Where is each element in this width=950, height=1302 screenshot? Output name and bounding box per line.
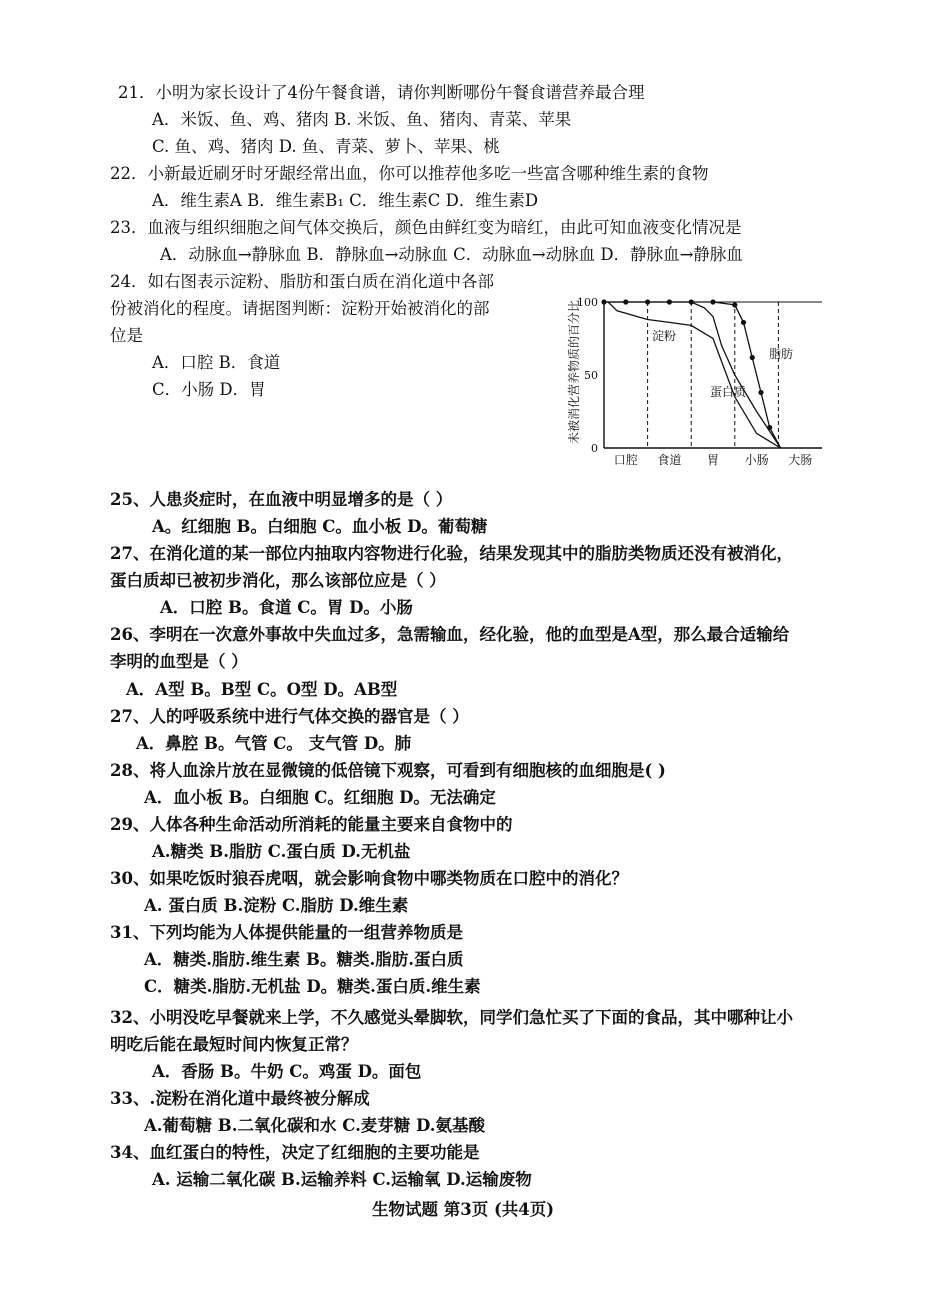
text-line: A．鼻腔 B。气管 C。 支气管 D。肺 [136, 734, 412, 753]
x-tick-label: 胃 [706, 453, 720, 467]
series-line-protein [604, 302, 781, 448]
text-line: A.糖类 B.脂肪 C.蛋白质 D.无机盐 [152, 842, 411, 861]
text-line: A．动脉血→静脉血 B．静脉血→动脉血 C．动脉血→动脉血 D．静脉血→静脉血 [160, 245, 743, 264]
fat-data-point [689, 299, 694, 304]
fat-data-point [758, 390, 763, 395]
text-line: 31、下列均能为人体提供能量的一组营养物质是 [110, 923, 463, 942]
x-tick-label: 大肠 [788, 453, 813, 467]
text-line: 位是 [110, 326, 143, 345]
text-line: A. 运输二氧化碳 B.运输养料 C.运输氧 D.运输废物 [152, 1170, 532, 1189]
series-label-protein: 蛋白质 [710, 385, 747, 399]
x-tick-label: 口腔 [613, 453, 638, 467]
x-tick-label: 食道 [657, 453, 682, 467]
text-line: A．香肠 B。牛奶 C。鸡蛋 D。面包 [152, 1062, 422, 1081]
series-label-starch: 淀粉 [652, 329, 677, 343]
text-line: 份被消化的程度。请据图判断：淀粉开始被消化的部 [110, 299, 490, 318]
text-line: 22．小新最近刷牙时牙龈经常出血，你可以推荐他多吃一些富含哪种维生素的食物 [110, 164, 709, 183]
text-line: 34、血红蛋白的特性，决定了红细胞的主要功能是 [110, 1143, 480, 1162]
text-line: 明吃后能在最短时间内恢复正常？ [110, 1035, 358, 1054]
text-line: A。红细胞 B。白细胞 C。血小板 D。葡萄糖 [152, 517, 488, 536]
text-line: A．糖类.脂肪.维生素 B。糖类.脂肪.蛋白质 [144, 950, 464, 969]
text-line: 23．血液与组织细胞之间气体交换后，颜色由鲜红变为暗红，由此可知血液变化情况是 [110, 218, 742, 237]
text-line: 蛋白质却已被初步消化，那么该部位应是（ ） [110, 571, 446, 590]
y-tick-label: 100 [577, 296, 598, 309]
fat-data-point [732, 302, 737, 307]
text-line: 21．小明为家长设计了4份午餐食谱，请你判断哪份午餐食谱营养最合理 [118, 83, 645, 102]
text-line: A．血小板 B。白细胞 C。红细胞 D。无法确定 [144, 788, 496, 807]
fat-data-point [623, 299, 628, 304]
x-tick-label: 小肠 [744, 453, 769, 467]
text-line: 生物试题 第3页 (共4页) [372, 1200, 555, 1219]
text-line: A．口腔 B。食道 C。胃 D。小肠 [160, 598, 413, 617]
text-line: 25、人患炎症时，在血液中明显增多的是（ ） [110, 490, 453, 509]
fat-data-point [645, 299, 650, 304]
fat-data-point [741, 320, 746, 325]
fat-data-point [750, 355, 755, 360]
y-tick-label: 0 [591, 442, 598, 455]
fat-data-point [710, 299, 715, 304]
text-line: A．维生素A B．维生素B₁ C．维生素C D．维生素D [152, 191, 539, 210]
series-line-fat [604, 302, 781, 448]
series-label-fat: 脂肪 [769, 347, 794, 361]
series-line-starch [608, 302, 781, 448]
chart-ylabel: 未被消化营养物质的百分比 [567, 299, 581, 445]
text-line: 32、小明没吃早餐就来上学，不久感觉头晕脚软，同学们急忙买了下面的食品，其中哪种让小 [110, 1008, 793, 1027]
text-line: C. 鱼、鸡、猪肉 D. 鱼、青菜、萝卜、苹果、桃 [152, 137, 500, 156]
text-line: 李明的血型是（ ） [110, 652, 248, 671]
text-line: 27、在消化道的某一部位内抽取内容物进行化验，结果发现其中的脂肪类物质还没有被消化， [110, 544, 793, 563]
text-line: 33、.淀粉在消化道中最终被分解成 [110, 1089, 370, 1108]
fat-data-point [767, 425, 772, 430]
text-line: 27、人的呼吸系统中进行气体交换的器官是（ ） [110, 707, 469, 726]
text-line: 24．如右图表示淀粉、脂肪和蛋白质在消化道中各部 [110, 272, 494, 291]
text-line: A. 蛋白质 B.淀粉 C.脂肪 D.维生素 [144, 896, 409, 915]
fat-data-point [667, 299, 672, 304]
fat-data-point [601, 299, 606, 304]
text-line: A．口腔 B．食道 [152, 353, 281, 372]
y-tick-label: 50 [584, 369, 598, 382]
text-line: A．A型 B。B型 C。O型 D。AB型 [126, 680, 398, 699]
text-line: 26、李明在一次意外事故中失血过多，急需输血，经化验，他的血型是A型，那么最合适输给 [110, 625, 790, 644]
text-line: C．糖类.脂肪.无机盐 D。糖类.蛋白质.维生素 [144, 977, 481, 996]
text-line: A.葡萄糖 B.二氧化碳和水 C.麦芽糖 D.氨基酸 [144, 1116, 486, 1135]
text-line: 30、如果吃饭时狼吞虎咽，就会影响食物中哪类物质在口腔中的消化？ [110, 869, 628, 888]
text-line: C．小肠 D．胃 [152, 380, 266, 399]
text-line: A．米饭、鱼、鸡、猪肉 B. 米饭、鱼、猪肉、青菜、苹果 [152, 110, 572, 129]
text-line: 28、将人血涂片放在显微镜的低倍镜下观察，可看到有细胞核的血细胞是( ) [110, 761, 666, 780]
digestion-chart [560, 290, 830, 480]
text-line: 29、人体各种生命活动所消耗的能量主要来自食物中的 [110, 815, 513, 834]
